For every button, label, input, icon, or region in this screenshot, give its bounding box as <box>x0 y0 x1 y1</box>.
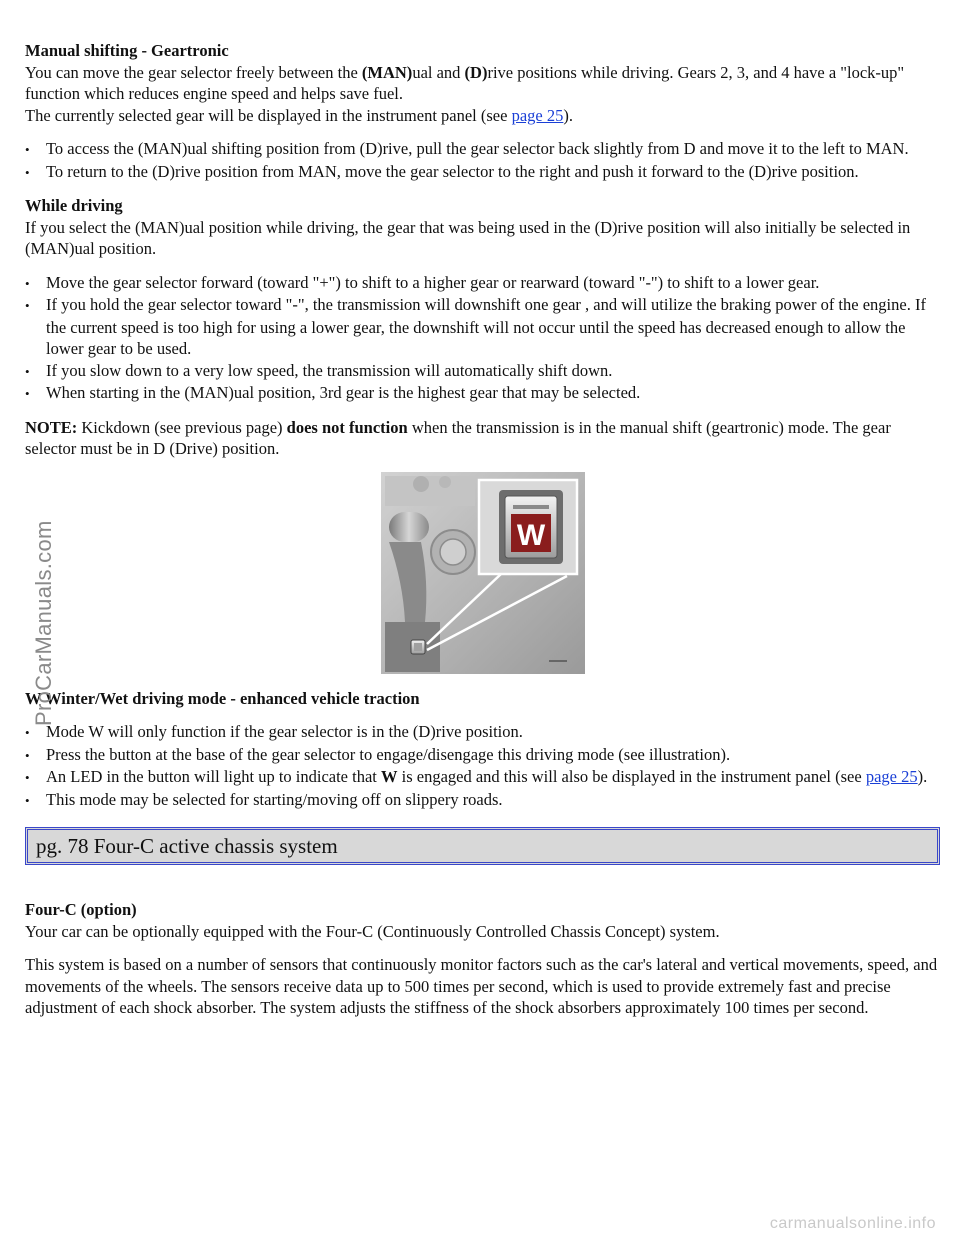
w-button-letter: W <box>516 518 545 552</box>
list-item: • Press the button at the base of the gear selector to engage/disengage this driving mode (see illustration). <box>25 744 940 767</box>
page-25-link[interactable]: page 25 <box>865 767 918 786</box>
manual-page <box>25 40 940 1031</box>
list-item: • To return to the (D)rive position from MAN, move the gear selector to the right and push it forward to the (D)rive position. <box>25 161 940 184</box>
list-item: • If you hold the gear selector toward "-", the transmission will downshift one gear , and will utilize the braking power of the engine. If the current speed is too high for using a lower gear, the downshift will not occur until the speed has decreased enough to allow the lower gear to be used. <box>25 294 940 360</box>
page-25-link[interactable]: page 25 <box>511 105 564 125</box>
kickdown-note: NOTE: Kickdown (see previous page) does not function when the transmission is in the manual shift (geartronic) mode. The gear selector must be in D (Drive) position. <box>25 417 891 458</box>
while-driving-heading: While driving <box>25 196 123 215</box>
list-item: • If you slow down to a very low speed, the transmission will automatically shift down. <box>25 360 940 383</box>
list-item: • When starting in the (MAN)ual position, 3rd gear is the highest gear that may be selected. <box>25 382 940 405</box>
figure-container <box>25 472 940 674</box>
winter-mode-button-illustration <box>381 472 585 674</box>
note-label: NOTE: <box>25 417 78 437</box>
four-c-heading: Four-C (option) <box>25 900 137 919</box>
list-item: • Mode W will only function if the gear selector is in the (D)rive position. <box>25 721 940 744</box>
manual-shifting-intro: You can move the gear selector freely between the (MAN)ual and (D)rive positions while driving. Gears 2, 3, and 4 have a "lock-up" function which reduces engine speed and helps save fuel. <box>25 62 905 103</box>
list-item: • An LED in the button will light up to indicate that W is engaged and this will also be displayed in the instrument panel (see page 25). <box>25 766 940 789</box>
four-c-body: This system is based on a number of sensors that continuously monitor factors such as the car's lateral and vertical movements, speed, and movements of the wheels. The sensors receive data up to 500 times per second, which is used to provide extremely fast and precise adjustment of each shock absorber. The system adjusts the stiffness of the shock absorbers approximately 100 times per second. <box>25 955 938 1017</box>
while-driving-list <box>25 272 940 405</box>
winter-mode-list <box>25 721 940 811</box>
watermark-text: ProCarManuals.com <box>31 520 56 726</box>
section-header-four-c: pg. 78 Four-C active chassis system <box>25 827 940 865</box>
four-c-intro: Your car can be optionally equipped with the Four-C (Continuously Controlled Chassis Concept) system. <box>25 921 720 941</box>
manual-shifting-instrument-panel-note: The currently selected gear will be displayed in the instrument panel (see page 25). <box>25 105 573 125</box>
manual-shifting-list <box>25 138 940 183</box>
list-item: • To access the (MAN)ual shifting position from (D)rive, pull the gear selector back slightly from D and move it to the left to MAN. <box>25 138 940 161</box>
manual-shifting-heading: Manual shifting - Geartronic <box>25 41 229 60</box>
list-item: • Move the gear selector forward (toward "+") to shift to a higher gear or rearward (toward "-") to shift to a lower gear. <box>25 272 940 295</box>
while-driving-intro: If you select the (MAN)ual position while driving, the gear that was being used in the (D)rive position will also initially be selected in (MAN)ual position. <box>25 217 911 258</box>
winter-mode-heading: W Winter/Wet driving mode - enhanced vehicle traction <box>25 688 420 708</box>
footer-watermark: carmanualsonline.info <box>769 1214 936 1232</box>
list-item: • This mode may be selected for starting/moving off on slippery roads. <box>25 789 940 812</box>
